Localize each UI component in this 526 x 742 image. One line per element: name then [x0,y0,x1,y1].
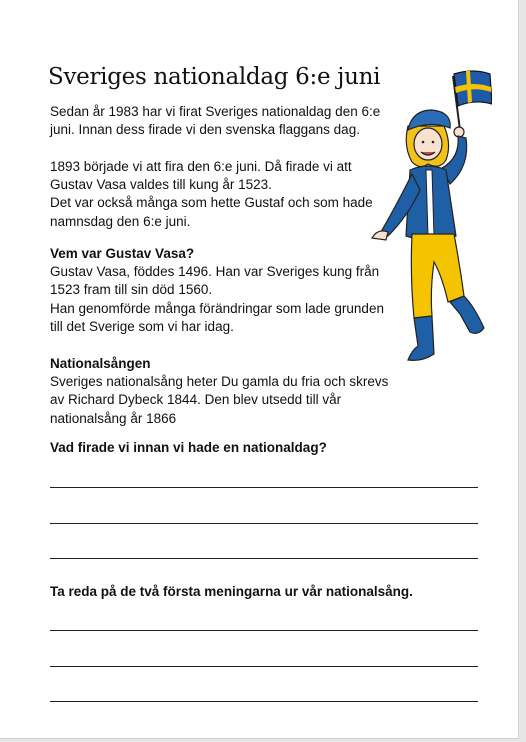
text-line: 1523 fram till sin död 1560. [50,282,213,298]
swedish-flag-icon [454,71,492,106]
text-line: till det Sverige som vi har idag. [50,318,234,334]
question-2: Ta reda på de två första meningarna ur vår nationalsång. [50,584,413,599]
intro-paragraph [50,103,380,139]
answer-line[interactable] [50,558,478,559]
section-heading: Vem var Gustav Vasa? [50,246,195,261]
history-paragraph [50,158,380,231]
girl-with-flag-illustration [368,66,492,368]
page-title: Sveriges nationaldag 6:e juni [48,64,381,90]
boot [450,296,484,333]
answer-line[interactable] [50,523,478,524]
waving-hand [372,231,388,240]
shirt [426,170,434,236]
vasa-section [50,245,384,336]
section-heading: Nationalsången [50,356,151,371]
text-line: Sveriges nationalsång heter Du gamla du fria och skrevs [50,374,389,390]
text-line: namnsdag den 6:e juni. [50,213,191,229]
text-line: Gustav Vasa valdes till kung år 1523. [50,177,272,193]
answer-line[interactable] [50,487,478,488]
eye [432,141,435,144]
text-line: Gustav Vasa, föddes 1496. Han var Sveriges kung från [50,264,380,280]
answer-line[interactable] [50,701,478,702]
text-line: 1893 började vi att fira den 6:e juni. Då firade vi att [50,159,352,174]
anthem-section [50,355,389,428]
text-line: Han genomförde många förändringar som lade grunden [50,300,384,316]
text-line: Sedan år 1983 har vi firat Sveriges nationaldag den 6:e [50,104,381,119]
text-line: nationalsång år 1866 [50,410,177,426]
question-1: Vad firade vi innan vi hade en nationaldag? [50,440,327,455]
text-line: av Richard Dybeck 1844. Den blev utsedd till vår [50,392,342,408]
raised-hand [454,127,464,137]
boot [408,316,434,360]
answer-line[interactable] [50,666,478,667]
text-line: juni. Innan dess firade vi den svenska flaggans dag. [50,122,360,138]
answer-line[interactable] [50,630,478,631]
eye [422,141,425,144]
text-line: Det var också många som hette Gustaf och som hade [50,195,373,211]
